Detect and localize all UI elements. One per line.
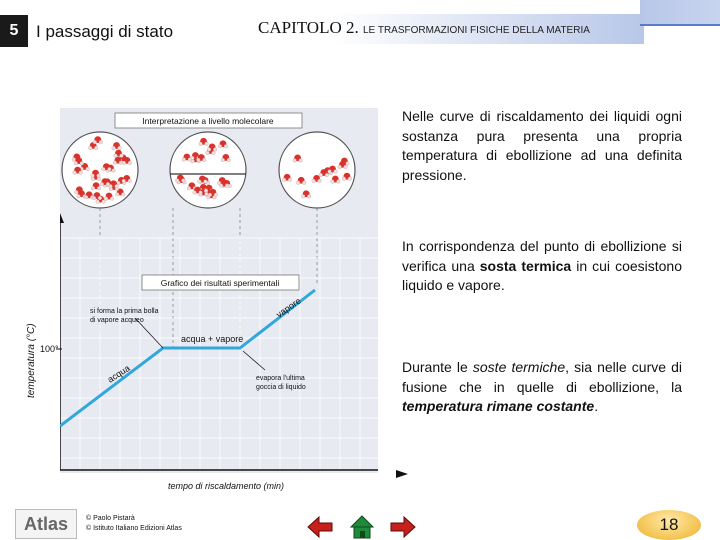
p2-bold: sosta termica (479, 257, 572, 274)
page-number-badge: 18 (637, 510, 701, 540)
chapter-heading (258, 18, 590, 38)
chapter-main: CAPITOLO 2. (258, 18, 359, 37)
copyright-line-2: © Istituto Italiano Edizioni Atlas (86, 525, 182, 532)
paragraph-constant-temperature (402, 358, 682, 417)
copyright-line-1: © Paolo Pistarà (86, 515, 135, 522)
paragraph-thermal-stop (402, 237, 682, 296)
boiling-curve-figure (60, 108, 378, 473)
copyright (86, 514, 182, 534)
liquid-segment-label: acqua (105, 362, 132, 385)
plateau-label: acqua + vapore (181, 334, 244, 344)
arrow-left-icon (306, 514, 334, 540)
p3-italic: soste termiche (472, 359, 566, 375)
p3-text-a: Durante le (402, 359, 468, 375)
home-button[interactable] (350, 514, 374, 540)
note-last-drop-line1: evapora l'ultima (256, 375, 305, 382)
section-title: I passaggi di stato (36, 22, 174, 41)
liquid-molecules-circle (62, 132, 138, 208)
molecular-title: Interpretazione a livello molecolare (142, 116, 274, 126)
home-icon (350, 514, 374, 540)
note-first-bubble-line2: di vapore acqueo (90, 317, 144, 324)
p2-text-a: In corrispondenza del punto di ebollizione si verifica una (402, 238, 682, 274)
x-axis-arrow (396, 470, 408, 478)
chapter-number-badge: 5 (0, 15, 28, 47)
graph-title: Grafico dei risultati sperimentali (160, 278, 280, 288)
y-tick-100: 100° (40, 344, 59, 354)
paragraph-boiling-temperature: Nelle curve di riscaldamento dei liquidi ogni sostanza pura presenta una propria temperatura di ebollizione ad una definita pressione. (402, 108, 682, 183)
p3-text-b: , sia nelle curve di fusione che in quelle di ebollizione, la (402, 359, 682, 395)
arrow-right-icon (389, 514, 417, 540)
corner-decoration (640, 0, 720, 26)
prev-page-button[interactable] (306, 514, 334, 540)
vapor-segment-label: vapore (274, 295, 303, 320)
note-first-bubble-line1: si forma la prima bolla (90, 308, 159, 315)
p2-text-b: in cui coesistono liquido e vapore. (402, 257, 682, 293)
figure-panel (60, 108, 378, 473)
p3-text-c: . (594, 398, 599, 414)
y-axis-label: temperatura (°C) (26, 323, 37, 398)
graph-grid (60, 238, 378, 470)
next-page-button[interactable] (389, 514, 417, 540)
y-axis-arrow (60, 213, 64, 223)
atlas-logo: Atlas (15, 509, 77, 539)
note-last-drop-line2: goccia di liquido (256, 384, 306, 391)
boiling-molecules-circle (170, 132, 246, 208)
chapter-subtitle: LE TRASFORMAZIONI FISICHE DELLA MATERIA (363, 25, 590, 36)
x-axis-label: tempo di riscaldamento (min) (168, 481, 285, 491)
note-leader-2 (243, 351, 265, 370)
p3-bold-italic: temperatura rimane costante (402, 398, 595, 414)
vapor-molecules-circle (279, 132, 355, 208)
